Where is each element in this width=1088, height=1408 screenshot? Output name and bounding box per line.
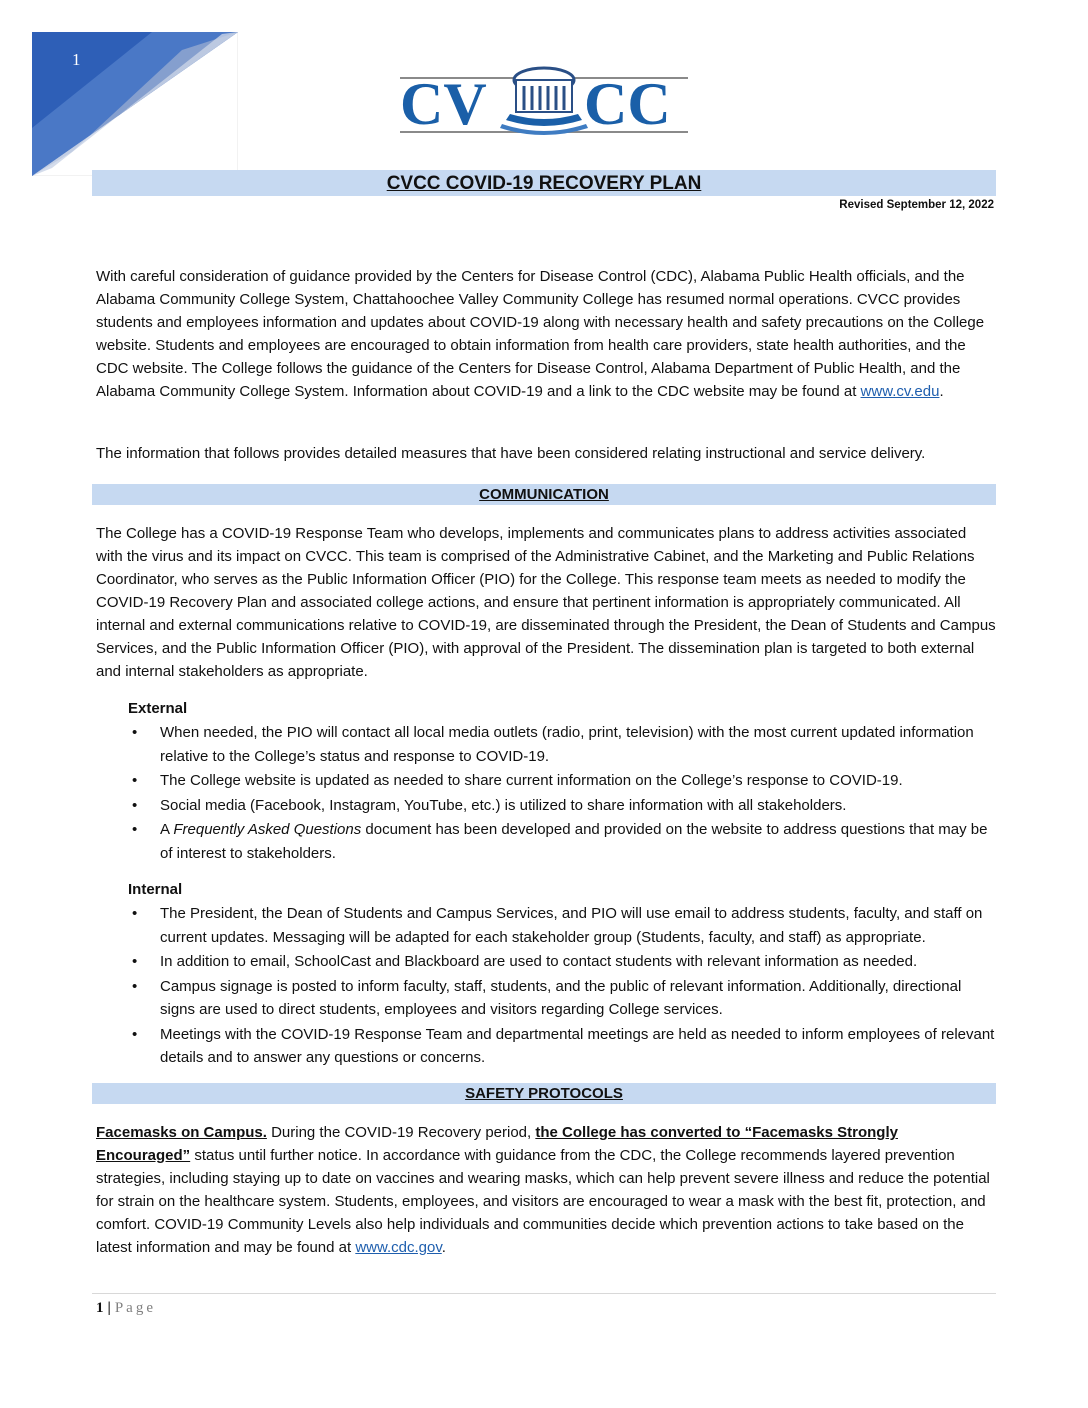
footer-page-number: 1 xyxy=(96,1300,104,1316)
faq-title: Frequently Asked Questions xyxy=(173,821,362,838)
safety-paragraph xyxy=(96,1121,996,1259)
cv-edu-link[interactable]: www.cv.edu xyxy=(860,383,940,400)
corner-page-number: 1 xyxy=(72,50,81,69)
cvcc-logo xyxy=(398,62,690,140)
revised-date: Revised September 12, 2022 xyxy=(839,199,994,211)
footer-page-label: Page xyxy=(114,1300,156,1316)
facemasks-lead: Facemasks on Campus. xyxy=(96,1124,267,1141)
safety-heading: SAFETY PROTOCOLS xyxy=(465,1085,623,1102)
internal-list xyxy=(128,902,996,1071)
list-item: • In addition to email, SchoolCast and Blackboard are used to contact students with relevant information as needed. xyxy=(128,950,996,974)
footer-divider xyxy=(92,1293,996,1294)
logo-text-left: CV xyxy=(400,71,487,137)
page-title: CVCC COVID-19 RECOVERY PLAN xyxy=(386,173,702,194)
intro-text: With careful consideration of guidance provided by the Centers for Disease Control (CDC), Alabama Public Health officials, and the Alabama Community College System, Chattahoochee Valley Community College has resumed normal operations. CVCC provides students and employees information and updates about COVID-19 along with necessary health and safety precautions on the College website. Students and employees are encouraged to obtain information from health care providers, state health authorities, and the CDC website. The College follows the guidance of the Centers for Disease Control, Alabama Department of Public Health, and the Alabama Community College System. Information about COVID-19 and a link to the CDC website may be found at xyxy=(96,268,985,400)
internal-heading: Internal xyxy=(128,881,183,898)
safety-text-1: During the COVID-19 Recovery period, xyxy=(266,1124,536,1141)
external-list xyxy=(128,721,996,866)
faq-text-post: document has been developed and provided on the website to address questions that may be of interest to stakeholders. xyxy=(160,821,988,862)
safety-text-end: . xyxy=(441,1239,446,1256)
list-item: • Meetings with the COVID-19 Response Team and departmental meetings are held as needed to inform employees of relevant details and to answer any questions or concerns. xyxy=(128,1023,996,1070)
facemasks-emphasis: the College has converted to “Facemasks Strongly Encouraged” xyxy=(96,1124,898,1164)
intro-paragraph xyxy=(96,265,996,403)
intro-text-end: . xyxy=(939,383,944,400)
list-item: • When needed, the PIO will contact all local media outlets (radio, print, television) with the most current updated information relative to the College’s status and response to COVID-19. xyxy=(128,721,996,768)
communication-band xyxy=(92,484,996,505)
safety-text-2: status until further notice. In accordance with guidance from the CDC, the College recommends layered prevention strategies, including staying up to date on vaccines and wearing masks, which can help prevent severe illness and reduce the potential for strain on the healthcare system. Students, employees, and visitors are encouraged to wear a mask with the best fit, protection, and comfort. COVID-19 Community Levels also help individuals and communities decide which prevention actions to take based on the latest information and may be found at xyxy=(96,1147,990,1256)
external-heading: External xyxy=(128,700,188,717)
cdc-gov-link[interactable]: www.cdc.gov xyxy=(355,1239,442,1256)
safety-band xyxy=(92,1083,996,1104)
list-item: • The College website is updated as needed to share current information on the College’s response to COVID-19. xyxy=(128,769,996,793)
communication-heading: COMMUNICATION xyxy=(479,486,609,503)
communication-paragraph: The College has a COVID-19 Response Team who develops, implements and communicates plans to address activities associated with the virus and its impact on CVCC. This team is comprised of the Administrative Cabinet, and the Marketing and Public Relations Coordinator, who serves as the Public Information Officer (PIO) for the College. This response team meets as needed to modify the COVID-19 Recovery Plan and associated college actions, and ensure that pertinent information is appropriately communicated. All internal and external communications relative to COVID-19, are disseminated through the President, the Dean of Students and Campus Services, and the Public Information Officer (PIO), with approval of the President. The dissemination plan is targeted to both external and internal stakeholders as appropriate. xyxy=(96,525,996,680)
footer-separator: | xyxy=(107,1300,111,1316)
faq-text-pre: A xyxy=(160,821,174,838)
logo-text-right: CC xyxy=(584,71,671,137)
list-item: • Social media (Facebook, Instagram, YouTube, etc.) is utilized to share information with all stakeholders. xyxy=(128,794,996,818)
intro-paragraph-2: The information that follows provides detailed measures that have been considered relating instructional and service delivery. xyxy=(96,445,926,462)
title-band xyxy=(92,170,996,196)
page-corner-decoration xyxy=(32,32,238,176)
list-item: • The President, the Dean of Students and Campus Services, and PIO will use email to address students, faculty, and staff on current updates. Messaging will be adapted for each stakeholder group (Students, faculty, and staff) as appropriate. xyxy=(128,902,996,949)
rotunda-icon xyxy=(500,68,588,135)
list-item: • Campus signage is posted to inform faculty, staff, students, and the public of relevant information. Additionally, directional signs are used to direct students, employees and visitors regarding College services. xyxy=(128,975,996,1022)
list-item xyxy=(128,818,996,865)
page-footer xyxy=(96,1300,156,1317)
